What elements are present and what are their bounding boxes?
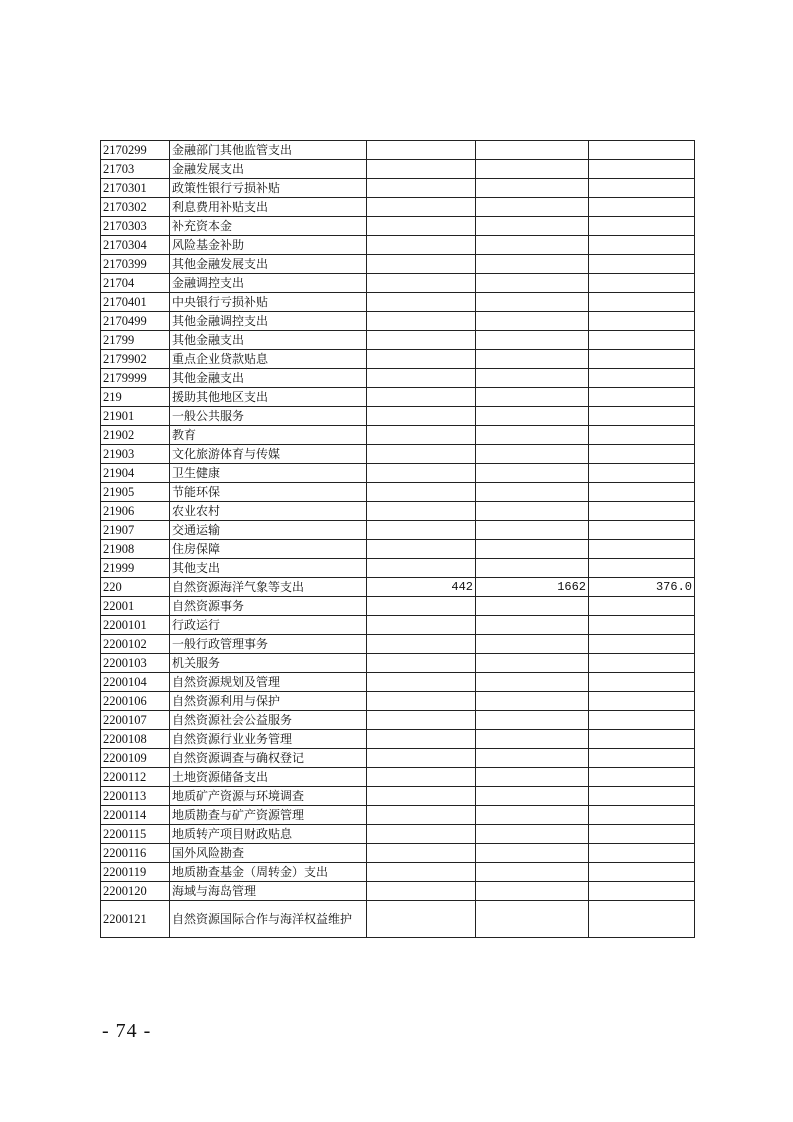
table-row: [101, 502, 695, 521]
value-cell-2: [476, 768, 589, 787]
table-row: [101, 255, 695, 274]
table-row: [101, 331, 695, 350]
value-cell-3: [589, 445, 695, 464]
subject-name-cell: 机关服务: [170, 654, 367, 673]
value-cell-2: [476, 749, 589, 768]
value-cell-3: [589, 806, 695, 825]
value-cell-2: [476, 521, 589, 540]
value-cell-1: [367, 141, 476, 160]
table-row: [101, 369, 695, 388]
table-row: [101, 692, 695, 711]
table-row: [101, 635, 695, 654]
subject-name-cell: 补充资本金: [170, 217, 367, 236]
value-cell-2: [476, 616, 589, 635]
table-row: [101, 160, 695, 179]
subject-code-cell: 2200106: [101, 692, 170, 711]
table-row: [101, 426, 695, 445]
value-cell-2: [476, 236, 589, 255]
subject-name-cell: 一般公共服务: [170, 407, 367, 426]
value-cell-2: [476, 540, 589, 559]
subject-name-cell: 行政运行: [170, 616, 367, 635]
value-cell-3: [589, 863, 695, 882]
value-cell-3: [589, 198, 695, 217]
value-cell-3: [589, 654, 695, 673]
table-row: [101, 141, 695, 160]
subject-name-cell: 重点企业贷款贴息: [170, 350, 367, 369]
value-cell-2: [476, 635, 589, 654]
value-cell-3: [589, 635, 695, 654]
subject-name-cell: 交通运输: [170, 521, 367, 540]
subject-code-cell: 2200108: [101, 730, 170, 749]
value-cell-1: [367, 236, 476, 255]
value-cell-2: [476, 312, 589, 331]
subject-code-cell: 2200121: [101, 901, 170, 938]
table-row: [101, 445, 695, 464]
value-cell-2: [476, 901, 589, 938]
value-cell-1: [367, 388, 476, 407]
value-cell-1: 442: [367, 578, 476, 597]
subject-code-cell: 21904: [101, 464, 170, 483]
value-cell-1: [367, 483, 476, 502]
value-cell-3: [589, 559, 695, 578]
value-cell-3: [589, 312, 695, 331]
value-cell-1: [367, 844, 476, 863]
subject-code-cell: 2200109: [101, 749, 170, 768]
table-row: [101, 179, 695, 198]
subject-name-cell: 自然资源国际合作与海洋权益维护: [170, 901, 367, 938]
value-cell-2: [476, 730, 589, 749]
table-row: [101, 749, 695, 768]
subject-name-cell: 其他金融支出: [170, 369, 367, 388]
subject-code-cell: 21905: [101, 483, 170, 502]
value-cell-3: [589, 350, 695, 369]
subject-name-cell: 一般行政管理事务: [170, 635, 367, 654]
value-cell-1: [367, 787, 476, 806]
table-row: [101, 407, 695, 426]
value-cell-3: [589, 274, 695, 293]
table-row: [101, 806, 695, 825]
subject-code-cell: 2170301: [101, 179, 170, 198]
value-cell-2: 1662: [476, 578, 589, 597]
value-cell-1: [367, 160, 476, 179]
value-cell-2: [476, 369, 589, 388]
subject-name-cell: 自然资源社会公益服务: [170, 711, 367, 730]
value-cell-3: [589, 730, 695, 749]
value-cell-1: [367, 464, 476, 483]
value-cell-3: [589, 236, 695, 255]
value-cell-1: [367, 692, 476, 711]
subject-name-cell: 文化旅游体育与传媒: [170, 445, 367, 464]
value-cell-1: [367, 749, 476, 768]
table-row: [101, 844, 695, 863]
subject-name-cell: 政策性银行亏损补贴: [170, 179, 367, 198]
subject-name-cell: 自然资源利用与保护: [170, 692, 367, 711]
subject-name-cell: 援助其他地区支出: [170, 388, 367, 407]
value-cell-3: [589, 521, 695, 540]
table-row: [101, 236, 695, 255]
value-cell-2: [476, 692, 589, 711]
subject-name-cell: 金融部门其他监管支出: [170, 141, 367, 160]
value-cell-1: [367, 369, 476, 388]
subject-code-cell: 2170401: [101, 293, 170, 312]
subject-code-cell: 220: [101, 578, 170, 597]
value-cell-2: [476, 882, 589, 901]
subject-code-cell: 2200119: [101, 863, 170, 882]
page-number: - 74 -: [102, 1020, 152, 1042]
subject-code-cell: 2200114: [101, 806, 170, 825]
table-row: [101, 388, 695, 407]
value-cell-1: [367, 730, 476, 749]
table-row: [101, 540, 695, 559]
value-cell-3: [589, 502, 695, 521]
table-row: [101, 312, 695, 331]
value-cell-2: [476, 255, 589, 274]
subject-code-cell: 21799: [101, 331, 170, 350]
value-cell-1: [367, 198, 476, 217]
subject-name-cell: 土地资源储备支出: [170, 768, 367, 787]
table-row: [101, 464, 695, 483]
table-row: [101, 293, 695, 312]
value-cell-2: [476, 331, 589, 350]
value-cell-2: [476, 445, 589, 464]
value-cell-2: [476, 407, 589, 426]
value-cell-2: [476, 293, 589, 312]
value-cell-2: [476, 464, 589, 483]
subject-name-cell: 自然资源调查与确权登记: [170, 749, 367, 768]
value-cell-1: [367, 312, 476, 331]
value-cell-1: [367, 825, 476, 844]
value-cell-3: [589, 787, 695, 806]
subject-name-cell: 利息费用补贴支出: [170, 198, 367, 217]
value-cell-3: [589, 141, 695, 160]
subject-code-cell: 2200101: [101, 616, 170, 635]
value-cell-1: [367, 274, 476, 293]
subject-code-cell: 21703: [101, 160, 170, 179]
table-row: [101, 901, 695, 938]
value-cell-1: [367, 711, 476, 730]
value-cell-2: [476, 179, 589, 198]
value-cell-1: [367, 407, 476, 426]
subject-code-cell: 2179999: [101, 369, 170, 388]
value-cell-3: [589, 255, 695, 274]
subject-name-cell: 自然资源规划及管理: [170, 673, 367, 692]
subject-code-cell: 22001: [101, 597, 170, 616]
table-row: [101, 825, 695, 844]
table-row: [101, 597, 695, 616]
value-cell-2: [476, 388, 589, 407]
value-cell-1: [367, 217, 476, 236]
subject-name-cell: 金融调控支出: [170, 274, 367, 293]
value-cell-3: [589, 882, 695, 901]
subject-code-cell: 2200104: [101, 673, 170, 692]
table-row: [101, 768, 695, 787]
value-cell-1: [367, 882, 476, 901]
subject-code-cell: 21908: [101, 540, 170, 559]
subject-name-cell: 地质勘查与矿产资源管理: [170, 806, 367, 825]
subject-code-cell: 2179902: [101, 350, 170, 369]
value-cell-1: [367, 806, 476, 825]
value-cell-2: [476, 825, 589, 844]
subject-name-cell: 金融发展支出: [170, 160, 367, 179]
table-row: [101, 559, 695, 578]
subject-name-cell: 其他金融调控支出: [170, 312, 367, 331]
subject-name-cell: 其他支出: [170, 559, 367, 578]
value-cell-3: [589, 844, 695, 863]
subject-name-cell: 农业农村: [170, 502, 367, 521]
value-cell-1: [367, 768, 476, 787]
value-cell-3: [589, 464, 695, 483]
table-row: [101, 882, 695, 901]
subject-code-cell: 2200103: [101, 654, 170, 673]
subject-name-cell: 自然资源行业业务管理: [170, 730, 367, 749]
subject-code-cell: 2170302: [101, 198, 170, 217]
value-cell-3: [589, 388, 695, 407]
subject-name-cell: 国外风险勘查: [170, 844, 367, 863]
value-cell-2: [476, 787, 589, 806]
value-cell-3: [589, 749, 695, 768]
table-row: [101, 483, 695, 502]
subject-name-cell: 卫生健康: [170, 464, 367, 483]
value-cell-2: [476, 711, 589, 730]
subject-name-cell: 其他金融支出: [170, 331, 367, 350]
subject-code-cell: 2200116: [101, 844, 170, 863]
value-cell-2: [476, 483, 589, 502]
value-cell-2: [476, 806, 589, 825]
subject-name-cell: 地质转产项目财政贴息: [170, 825, 367, 844]
value-cell-1: [367, 179, 476, 198]
value-cell-3: 376.0: [589, 578, 695, 597]
subject-code-cell: 21906: [101, 502, 170, 521]
table-row: [101, 274, 695, 293]
subject-code-cell: 21704: [101, 274, 170, 293]
value-cell-2: [476, 863, 589, 882]
value-cell-3: [589, 673, 695, 692]
value-cell-1: [367, 597, 476, 616]
subject-name-cell: 自然资源事务: [170, 597, 367, 616]
value-cell-1: [367, 673, 476, 692]
subject-name-cell: 风险基金补助: [170, 236, 367, 255]
value-cell-1: [367, 445, 476, 464]
value-cell-1: [367, 331, 476, 350]
value-cell-1: [367, 426, 476, 445]
table-row: [101, 863, 695, 882]
value-cell-3: [589, 179, 695, 198]
value-cell-3: [589, 692, 695, 711]
value-cell-3: [589, 369, 695, 388]
subject-code-cell: 2200120: [101, 882, 170, 901]
subject-code-cell: 219: [101, 388, 170, 407]
value-cell-3: [589, 217, 695, 236]
value-cell-3: [589, 407, 695, 426]
value-cell-3: [589, 616, 695, 635]
subject-name-cell: 节能环保: [170, 483, 367, 502]
value-cell-2: [476, 274, 589, 293]
value-cell-1: [367, 863, 476, 882]
value-cell-1: [367, 521, 476, 540]
value-cell-2: [476, 559, 589, 578]
subject-name-cell: 自然资源海洋气象等支出: [170, 578, 367, 597]
table-row: [101, 578, 695, 597]
subject-name-cell: 住房保障: [170, 540, 367, 559]
subject-code-cell: 2200113: [101, 787, 170, 806]
table-row: [101, 616, 695, 635]
value-cell-3: [589, 768, 695, 787]
subject-code-cell: 2200102: [101, 635, 170, 654]
value-cell-3: [589, 825, 695, 844]
value-cell-2: [476, 502, 589, 521]
value-cell-1: [367, 654, 476, 673]
value-cell-2: [476, 141, 589, 160]
subject-name-cell: 中央银行亏损补贴: [170, 293, 367, 312]
value-cell-3: [589, 331, 695, 350]
value-cell-2: [476, 426, 589, 445]
table-body: [101, 141, 695, 938]
value-cell-2: [476, 217, 589, 236]
table-row: [101, 673, 695, 692]
value-cell-1: [367, 559, 476, 578]
subject-code-cell: 21901: [101, 407, 170, 426]
subject-code-cell: 2200107: [101, 711, 170, 730]
subject-code-cell: 2170304: [101, 236, 170, 255]
value-cell-1: [367, 616, 476, 635]
value-cell-1: [367, 293, 476, 312]
value-cell-3: [589, 426, 695, 445]
value-cell-2: [476, 654, 589, 673]
table-row: [101, 521, 695, 540]
value-cell-2: [476, 673, 589, 692]
subject-name-cell: 地质矿产资源与环境调查: [170, 787, 367, 806]
value-cell-3: [589, 160, 695, 179]
subject-code-cell: 2170399: [101, 255, 170, 274]
table-row: [101, 711, 695, 730]
subject-name-cell: 其他金融发展支出: [170, 255, 367, 274]
value-cell-2: [476, 350, 589, 369]
value-cell-3: [589, 540, 695, 559]
value-cell-2: [476, 844, 589, 863]
subject-name-cell: 地质勘查基金（周转金）支出: [170, 863, 367, 882]
subject-name-cell: 海域与海岛管理: [170, 882, 367, 901]
value-cell-3: [589, 597, 695, 616]
value-cell-1: [367, 255, 476, 274]
table-row: [101, 350, 695, 369]
subject-code-cell: 21902: [101, 426, 170, 445]
value-cell-3: [589, 901, 695, 938]
value-cell-2: [476, 198, 589, 217]
value-cell-1: [367, 901, 476, 938]
budget-expenditure-table: [100, 140, 695, 938]
value-cell-2: [476, 597, 589, 616]
table-row: [101, 654, 695, 673]
value-cell-3: [589, 711, 695, 730]
table-row: [101, 730, 695, 749]
table-row: [101, 217, 695, 236]
subject-code-cell: 2170303: [101, 217, 170, 236]
table-row: [101, 787, 695, 806]
value-cell-3: [589, 293, 695, 312]
subject-code-cell: 2200115: [101, 825, 170, 844]
subject-code-cell: 21907: [101, 521, 170, 540]
value-cell-1: [367, 540, 476, 559]
value-cell-1: [367, 635, 476, 654]
value-cell-1: [367, 350, 476, 369]
value-cell-2: [476, 160, 589, 179]
subject-code-cell: 21999: [101, 559, 170, 578]
table-row: [101, 198, 695, 217]
subject-code-cell: 2170299: [101, 141, 170, 160]
value-cell-3: [589, 483, 695, 502]
subject-code-cell: 2200112: [101, 768, 170, 787]
subject-code-cell: 2170499: [101, 312, 170, 331]
subject-code-cell: 21903: [101, 445, 170, 464]
subject-name-cell: 教育: [170, 426, 367, 445]
value-cell-1: [367, 502, 476, 521]
